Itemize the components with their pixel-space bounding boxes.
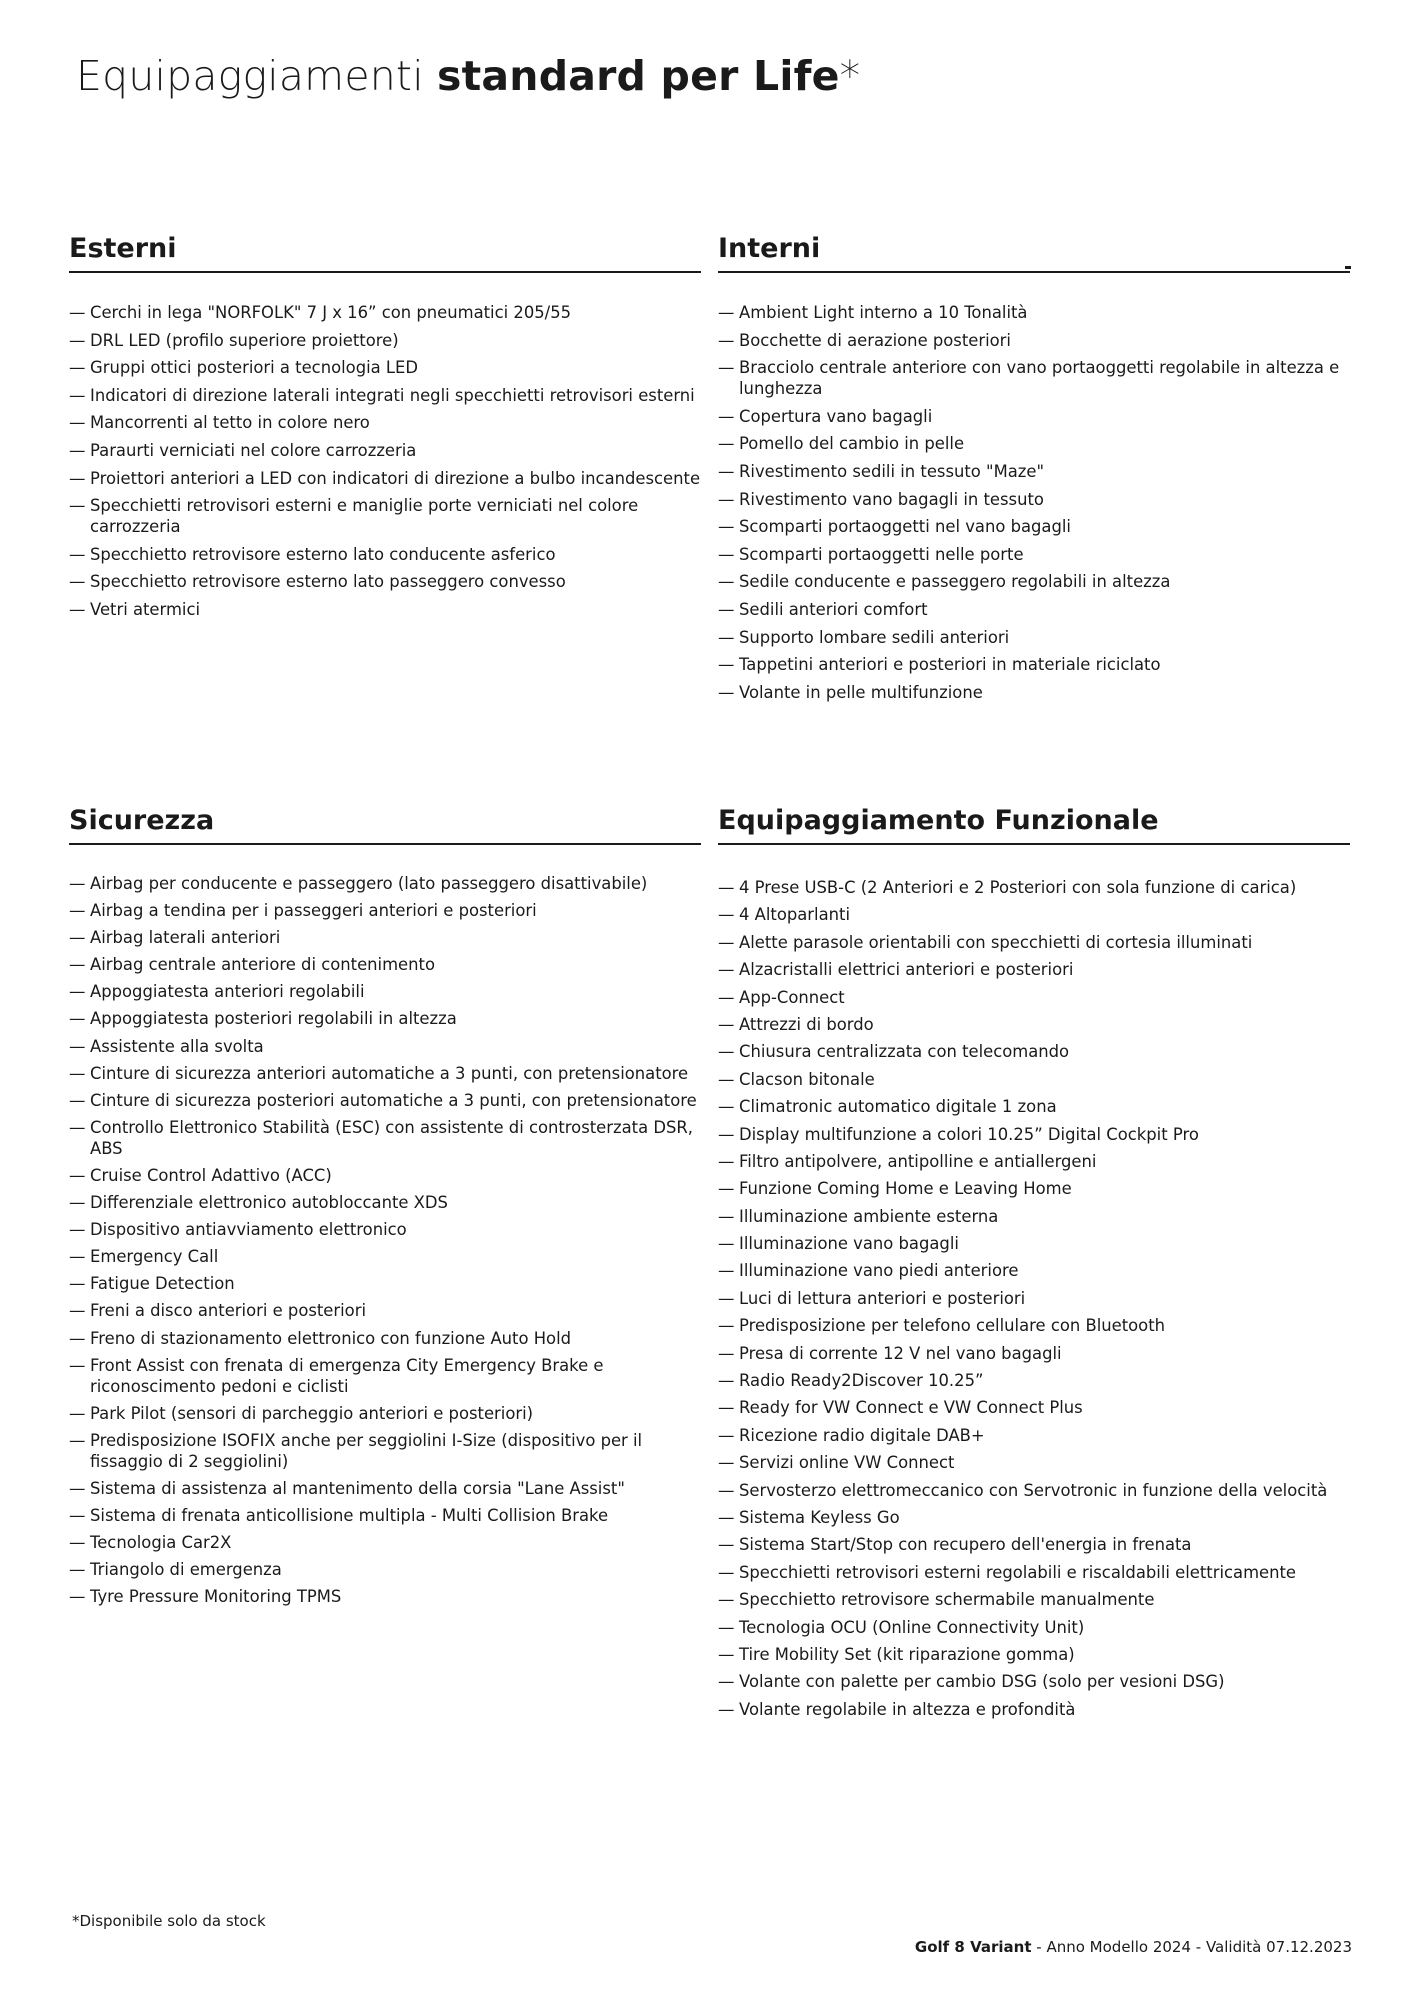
- list-item: — Funzione Coming Home e Leaving Home: [718, 1178, 1350, 1199]
- list-item: — Proiettori anteriori a LED con indicatori di direzione a bulbo incandescente: [69, 468, 701, 489]
- list-item: — Sedile conducente e passeggero regolabili in altezza: [718, 571, 1350, 592]
- list-item: — 4 Prese USB-C (2 Anteriori e 2 Posteriori con sola funzione di carica): [718, 877, 1350, 898]
- list-item: — Front Assist con frenata di emergenza City Emergency Brake e riconoscimento pedoni e ciclisti: [69, 1355, 701, 1397]
- list-item: — Assistente alla svolta: [69, 1036, 701, 1057]
- list-item: — Mancorrenti al tetto in colore nero: [69, 412, 701, 433]
- list-item: — Copertura vano bagagli: [718, 406, 1350, 427]
- list-item: — Illuminazione ambiente esterna: [718, 1206, 1350, 1227]
- list-item: — Alette parasole orientabili con specchietti di cortesia illuminati: [718, 932, 1350, 953]
- list-item: — Specchietti retrovisori esterni e maniglie porte verniciati nel colore carrozzeria: [69, 495, 701, 537]
- list-item: — Ricezione radio digitale DAB+: [718, 1425, 1350, 1446]
- list-item: — Scomparti portaoggetti nel vano bagagli: [718, 516, 1350, 537]
- list-item: — Volante regolabile in altezza e profondità: [718, 1699, 1350, 1720]
- corner-mark: [1345, 266, 1351, 269]
- list-item: — Sistema Start/Stop con recupero dell'energia in frenata: [718, 1534, 1350, 1555]
- list-item: — 4 Altoparlanti: [718, 904, 1350, 925]
- list-item: — Predisposizione ISOFIX anche per seggiolini I-Size (dispositivo per il fissaggio di 2 seggiolini): [69, 1430, 701, 1472]
- list-item: — Scomparti portaoggetti nelle porte: [718, 544, 1350, 565]
- list-item: — Airbag per conducente e passeggero (lato passeggero disattivabile): [69, 873, 701, 894]
- list-item: — Cinture di sicurezza anteriori automatiche a 3 punti, con pretensionatore: [69, 1063, 701, 1084]
- list-item: — Tecnologia OCU (Online Connectivity Unit): [718, 1617, 1350, 1638]
- section-sicurezza: [69, 805, 701, 1613]
- list-item: — Triangolo di emergenza: [69, 1559, 701, 1580]
- list-item: — Cinture di sicurezza posteriori automatiche a 3 punti, con pretensionatore: [69, 1090, 701, 1111]
- list-item: — Appoggiatesta anteriori regolabili: [69, 981, 701, 1002]
- list-item: — Bocchette di aerazione posteriori: [718, 330, 1350, 351]
- title-bold: standard per Life: [437, 52, 840, 100]
- list-item: — Tappetini anteriori e posteriori in materiale riciclato: [718, 654, 1350, 675]
- item-list: [69, 302, 701, 620]
- list-item: — Clacson bitonale: [718, 1069, 1350, 1090]
- footer-model: Golf 8 Variant: [914, 1938, 1032, 1956]
- list-item: — Cerchi in lega "NORFOLK" 7 J x 16” con pneumatici 205/55: [69, 302, 701, 323]
- list-item: — Appoggiatesta posteriori regolabili in altezza: [69, 1008, 701, 1029]
- list-item: — Vetri atermici: [69, 599, 701, 620]
- footer-validity: - Anno Modello 2024 - Validità 07.12.2023: [1031, 1938, 1352, 1956]
- footnote: *Disponibile solo da stock: [72, 1912, 266, 1930]
- list-item: — Tire Mobility Set (kit riparazione gomma): [718, 1644, 1350, 1665]
- section-esterni: [69, 233, 701, 627]
- list-item: — Tecnologia Car2X: [69, 1532, 701, 1553]
- list-item: — Radio Ready2Discover 10.25”: [718, 1370, 1350, 1391]
- list-item: — Sistema di frenata anticollisione multipla - Multi Collision Brake: [69, 1505, 701, 1526]
- list-item: — Airbag a tendina per i passeggeri anteriori e posteriori: [69, 900, 701, 921]
- title-light: Equipaggiamenti: [76, 52, 438, 100]
- list-item: — Dispositivo antiavviamento elettronico: [69, 1219, 701, 1240]
- list-item: — Sistema di assistenza al mantenimento della corsia "Lane Assist": [69, 1478, 701, 1499]
- list-item: — Supporto lombare sedili anteriori: [718, 627, 1350, 648]
- section-interni: [718, 233, 1350, 709]
- section-heading: Esterni: [69, 233, 701, 273]
- footer: [915, 1938, 1352, 1956]
- list-item: — Volante con palette per cambio DSG (solo per vesioni DSG): [718, 1671, 1350, 1692]
- list-item: — Pomello del cambio in pelle: [718, 433, 1350, 454]
- list-item: — Climatronic automatico digitale 1 zona: [718, 1096, 1350, 1117]
- list-item: — Controllo Elettronico Stabilità (ESC) con assistente di controsterzata DSR, ABS: [69, 1117, 701, 1159]
- item-list: [718, 302, 1350, 703]
- list-item: — Specchietto retrovisore esterno lato conducente asferico: [69, 544, 701, 565]
- list-item: — Alzacristalli elettrici anteriori e posteriori: [718, 959, 1350, 980]
- list-item: — Display multifunzione a colori 10.25” Digital Cockpit Pro: [718, 1124, 1350, 1145]
- list-item: — Sedili anteriori comfort: [718, 599, 1350, 620]
- list-item: — Chiusura centralizzata con telecomando: [718, 1041, 1350, 1062]
- section-equipaggiamento-funzionale: [718, 805, 1350, 1726]
- list-item: — Freni a disco anteriori e posteriori: [69, 1300, 701, 1321]
- title-asterisk: *: [839, 52, 861, 100]
- list-item: — Rivestimento vano bagagli in tessuto: [718, 489, 1350, 510]
- list-item: — Specchietto retrovisore esterno lato passeggero convesso: [69, 571, 701, 592]
- list-item: — Volante in pelle multifunzione: [718, 682, 1350, 703]
- list-item: — Ambient Light interno a 10 Tonalità: [718, 302, 1350, 323]
- list-item: — Indicatori di direzione laterali integrati negli specchietti retrovisori esterni: [69, 385, 701, 406]
- section-heading: Sicurezza: [69, 805, 701, 845]
- list-item: — Emergency Call: [69, 1246, 701, 1267]
- list-item: — Freno di stazionamento elettronico con funzione Auto Hold: [69, 1328, 701, 1349]
- list-item: — Servosterzo elettromeccanico con Servotronic in funzione della velocità: [718, 1480, 1350, 1501]
- list-item: — Airbag laterali anteriori: [69, 927, 701, 948]
- list-item: — Illuminazione vano piedi anteriore: [718, 1260, 1350, 1281]
- list-item: — Ready for VW Connect e VW Connect Plus: [718, 1397, 1350, 1418]
- list-item: — Sistema Keyless Go: [718, 1507, 1350, 1528]
- list-item: — Servizi online VW Connect: [718, 1452, 1350, 1473]
- list-item: — Cruise Control Adattivo (ACC): [69, 1165, 701, 1186]
- list-item: — Bracciolo centrale anteriore con vano portaoggetti regolabile in altezza e lunghezza: [718, 357, 1350, 399]
- list-item: — App-Connect: [718, 987, 1350, 1008]
- list-item: — Airbag centrale anteriore di contenimento: [69, 954, 701, 975]
- list-item: — Specchietti retrovisori esterni regolabili e riscaldabili elettricamente: [718, 1562, 1350, 1583]
- list-item: — Fatigue Detection: [69, 1273, 701, 1294]
- list-item: — Specchietto retrovisore schermabile manualmente: [718, 1589, 1350, 1610]
- page-title: [76, 52, 860, 100]
- list-item: — Tyre Pressure Monitoring TPMS: [69, 1586, 701, 1607]
- section-heading: Interni: [718, 233, 1350, 273]
- section-heading: Equipaggiamento Funzionale: [718, 805, 1350, 845]
- list-item: — Presa di corrente 12 V nel vano bagagli: [718, 1343, 1350, 1364]
- list-item: — Rivestimento sedili in tessuto "Maze": [718, 461, 1350, 482]
- list-item: — DRL LED (profilo superiore proiettore): [69, 330, 701, 351]
- list-item: — Park Pilot (sensori di parcheggio anteriori e posteriori): [69, 1403, 701, 1424]
- list-item: — Filtro antipolvere, antipolline e antiallergeni: [718, 1151, 1350, 1172]
- list-item: — Attrezzi di bordo: [718, 1014, 1350, 1035]
- list-item: — Illuminazione vano bagagli: [718, 1233, 1350, 1254]
- list-item: — Predisposizione per telefono cellulare con Bluetooth: [718, 1315, 1350, 1336]
- item-list: [718, 877, 1350, 1720]
- list-item: — Paraurti verniciati nel colore carrozzeria: [69, 440, 701, 461]
- list-item: — Luci di lettura anteriori e posteriori: [718, 1288, 1350, 1309]
- list-item: — Differenziale elettronico autobloccante XDS: [69, 1192, 701, 1213]
- list-item: — Gruppi ottici posteriori a tecnologia LED: [69, 357, 701, 378]
- item-list: [69, 873, 701, 1607]
